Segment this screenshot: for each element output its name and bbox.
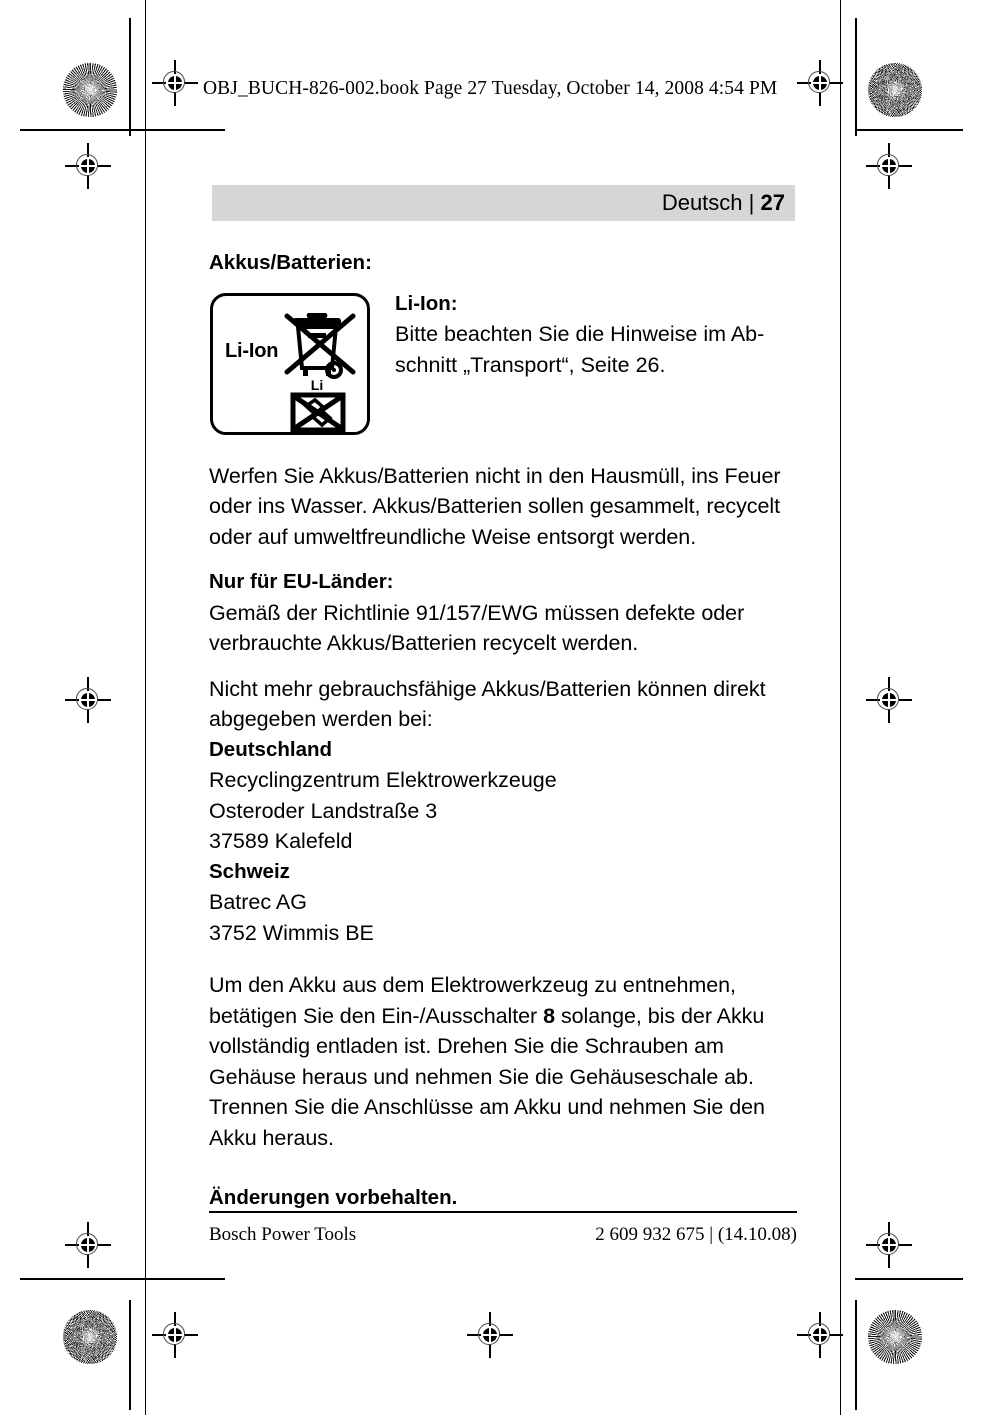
symbol-note xyxy=(395,289,807,381)
disposal-symbol-art xyxy=(275,302,359,432)
removal-paragraph-part-1: Um den Akku aus dem Elektrowerkzeug zu entnehmen, betätigen Sie den Ein-/Ausschalter xyxy=(209,973,736,1028)
footer-brand: Bosch Power Tools xyxy=(209,1224,357,1245)
section-heading: Akkus/Batterien: xyxy=(209,251,372,274)
symbol-note-line-2: schnitt „Transport“, Seite 26. xyxy=(395,352,666,377)
bin-li-caption: Li xyxy=(310,376,324,393)
symbol-note-line-1: Bitte beachten Sie die Hinweise im Ab- xyxy=(395,322,765,346)
disclaimer: Änderungen vorbehalten. xyxy=(209,1186,458,1209)
symbol-note-heading: Li-Ion: xyxy=(395,291,458,315)
symbol-block xyxy=(209,293,809,439)
address-line-0-0: Recyclingzentrum Elektrowerkzeuge xyxy=(209,768,557,792)
return-paragraph: Nicht mehr gebrauchsfähige Akkus/Batterien können direkt abgegeben werden bei: xyxy=(209,676,766,731)
removal-paragraph xyxy=(209,970,809,1153)
eu-heading: Nur für EU-Länder: xyxy=(209,570,394,593)
address-country-1: Schweiz xyxy=(209,859,290,883)
address-line-1-0: Batrec AG xyxy=(209,890,307,914)
language-label: Deutsch xyxy=(661,190,743,215)
li-ion-symbol-box xyxy=(210,293,370,435)
eu-paragraph: Gemäß der Richtlinie 91/157/EWG müssen defekte oder verbrauchte Akkus/Batterien recycelt werden. xyxy=(209,600,745,655)
crossed-out-battery-box-icon xyxy=(293,395,343,430)
footer-document-code: 2 609 932 675 | (14.10.08) xyxy=(595,1224,797,1245)
print-job-header xyxy=(203,78,803,100)
page-header-label xyxy=(662,190,785,216)
address-line-0-1: Osteroder Landstraße 3 xyxy=(209,798,438,823)
li-ion-box-label: Li-Ion xyxy=(225,339,279,362)
address-country-0: Deutschland xyxy=(209,737,333,761)
crossed-out-wheelie-bin-icon xyxy=(287,313,353,377)
footer-divider xyxy=(209,1211,797,1213)
component-reference-number: 8 xyxy=(543,1003,556,1028)
separator-glyph: | xyxy=(748,190,755,215)
address-line-0-2: 37589 Kalefeld xyxy=(209,829,353,853)
page-header-bar xyxy=(212,185,795,221)
print-job-header-text: OBJ_BUCH-826-002.book Page 27 Tuesday, October 14, 2008 4:54 PM xyxy=(203,78,778,99)
page-number: 27 xyxy=(760,190,785,215)
removal-paragraph-part-2: solange, bis der Akku vollständig entladen ist. Drehen Sie die Schrauben am Gehäuse heraus und nehmen Sie die Gehäuseschale ab. Trennen Sie die Anschlüsse am Akku und nehmen Sie den Akku heraus. xyxy=(209,1003,765,1150)
address-line-1-1: 3752 Wimmis BE xyxy=(209,920,374,945)
disposal-paragraph: Werfen Sie Akkus/Batterien nicht in den Hausmüll, ins Feuer oder ins Wasser. Akkus/Batterien sollen gesammelt, recycelt oder auf umweltfreundliche Weise entsorgt werden. xyxy=(209,463,781,549)
body-column xyxy=(209,248,809,1214)
